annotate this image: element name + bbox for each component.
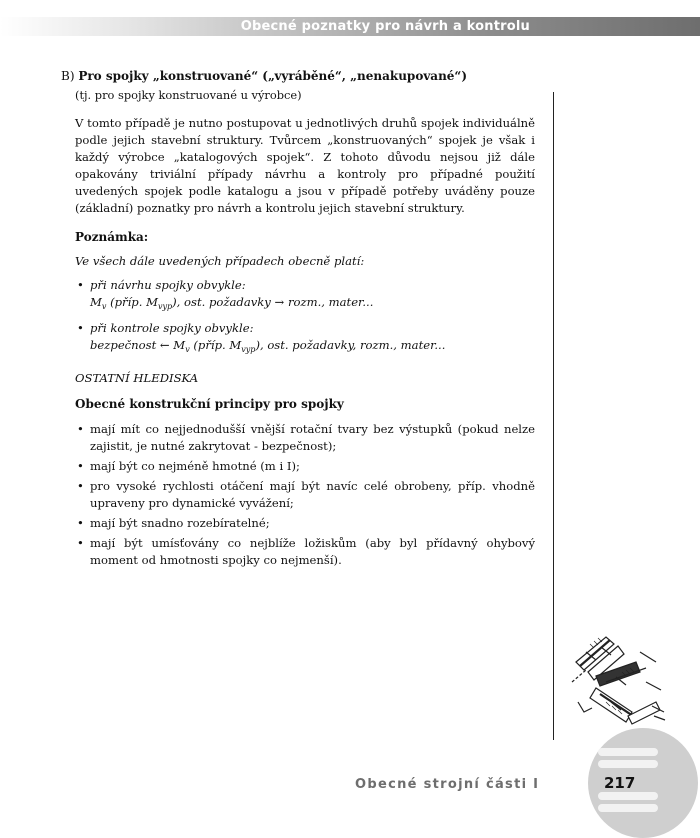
bullet: •	[77, 422, 84, 436]
coupling-section-illustration	[566, 632, 666, 732]
badge-stripe	[598, 792, 658, 800]
intro-paragraph: V tomto případě je nutno postupovat u jednotlivých druhů spojek individuálně podle jejich stavební struktury. Tvůrcem „konstruovaných“ spojek je však i každý výrobce „katalogových spojek“. Z tohoto důvodu nejsou již dále opakovány triviální případy návrhu a kontroly pro případné použití uvedených spojek podle katalogu a jsou v případě potřeby uváděny pouze (základní) poznatky pro návrh a kontrolu jejich stavební struktury.	[75, 116, 535, 215]
other-aspects-heading: OSTATNÍ HLEDISKA	[75, 371, 199, 385]
note-list	[75, 277, 535, 358]
badge-stripe	[598, 760, 658, 768]
bullet: •	[77, 479, 84, 493]
section-heading	[61, 68, 535, 85]
note-heading: Poznámka:	[75, 230, 149, 244]
note-item-line1: při návrhu spojky obvykle:	[90, 278, 246, 292]
principle-item: • pro vysoké rychlosti otáčení mají být navíc celé obrobeny, příp. vhodně upraveny pro dynamické vyvážení;	[77, 479, 535, 510]
chapter-title: Obecné poznatky pro návrh a kontrolu	[240, 19, 530, 34]
note-item-line2: $M_v$ (příp. $M_{vyp}$), ost. požadavky → rozm., mater...	[90, 295, 374, 311]
badge-stripe	[598, 748, 658, 756]
main-content	[61, 68, 535, 572]
section-subtitle: (tj. pro spojky konstruované u výrobce)	[75, 88, 302, 102]
bullet: •	[77, 459, 84, 473]
bullet: •	[77, 516, 84, 530]
note-item-design	[75, 277, 535, 315]
principle-item: • mají být umísťovány co nejblíže ložiskům (aby byl přídavný ohybový moment od hmotnosti spojky co nejmenší).	[77, 536, 535, 567]
page-header-bar	[0, 17, 700, 36]
book-title: Obecné strojní části I	[355, 777, 540, 792]
principle-item: • mají mít co nejjednodušší vnější rotační tvary bez výstupků (pokud nelze zajistit, je nutné zakrytovat - bezpečnost);	[77, 422, 535, 453]
bullet: •	[77, 536, 84, 550]
principle-item: • mají být co nejméně hmotné (m i I);	[77, 459, 300, 473]
badge-stripe	[598, 804, 658, 812]
note-item-line2: bezpečnost ← $M_v$ (příp. $M_{vyp}$), ost. požadavky, rozm., mater...	[90, 338, 446, 354]
section-prefix: B)	[61, 69, 79, 83]
note-item-line1: při kontrole spojky obvykle:	[90, 321, 254, 335]
principle-item: • mají být snadno rozebíratelné;	[77, 516, 270, 530]
principles-heading: Obecné konstrukční principy pro spojky	[75, 397, 344, 411]
note-item-check	[75, 320, 535, 358]
page-number: 217	[604, 774, 636, 792]
bullet: •	[77, 278, 84, 292]
margin-rule	[553, 92, 554, 740]
bullet: •	[77, 321, 84, 335]
principles-list	[75, 421, 535, 569]
note-intro: Ve všech dále uvedených případech obecně platí:	[75, 254, 365, 268]
section-title: Pro spojky „konstruované“ („vyráběné“, „nenakupované“)	[78, 69, 468, 83]
